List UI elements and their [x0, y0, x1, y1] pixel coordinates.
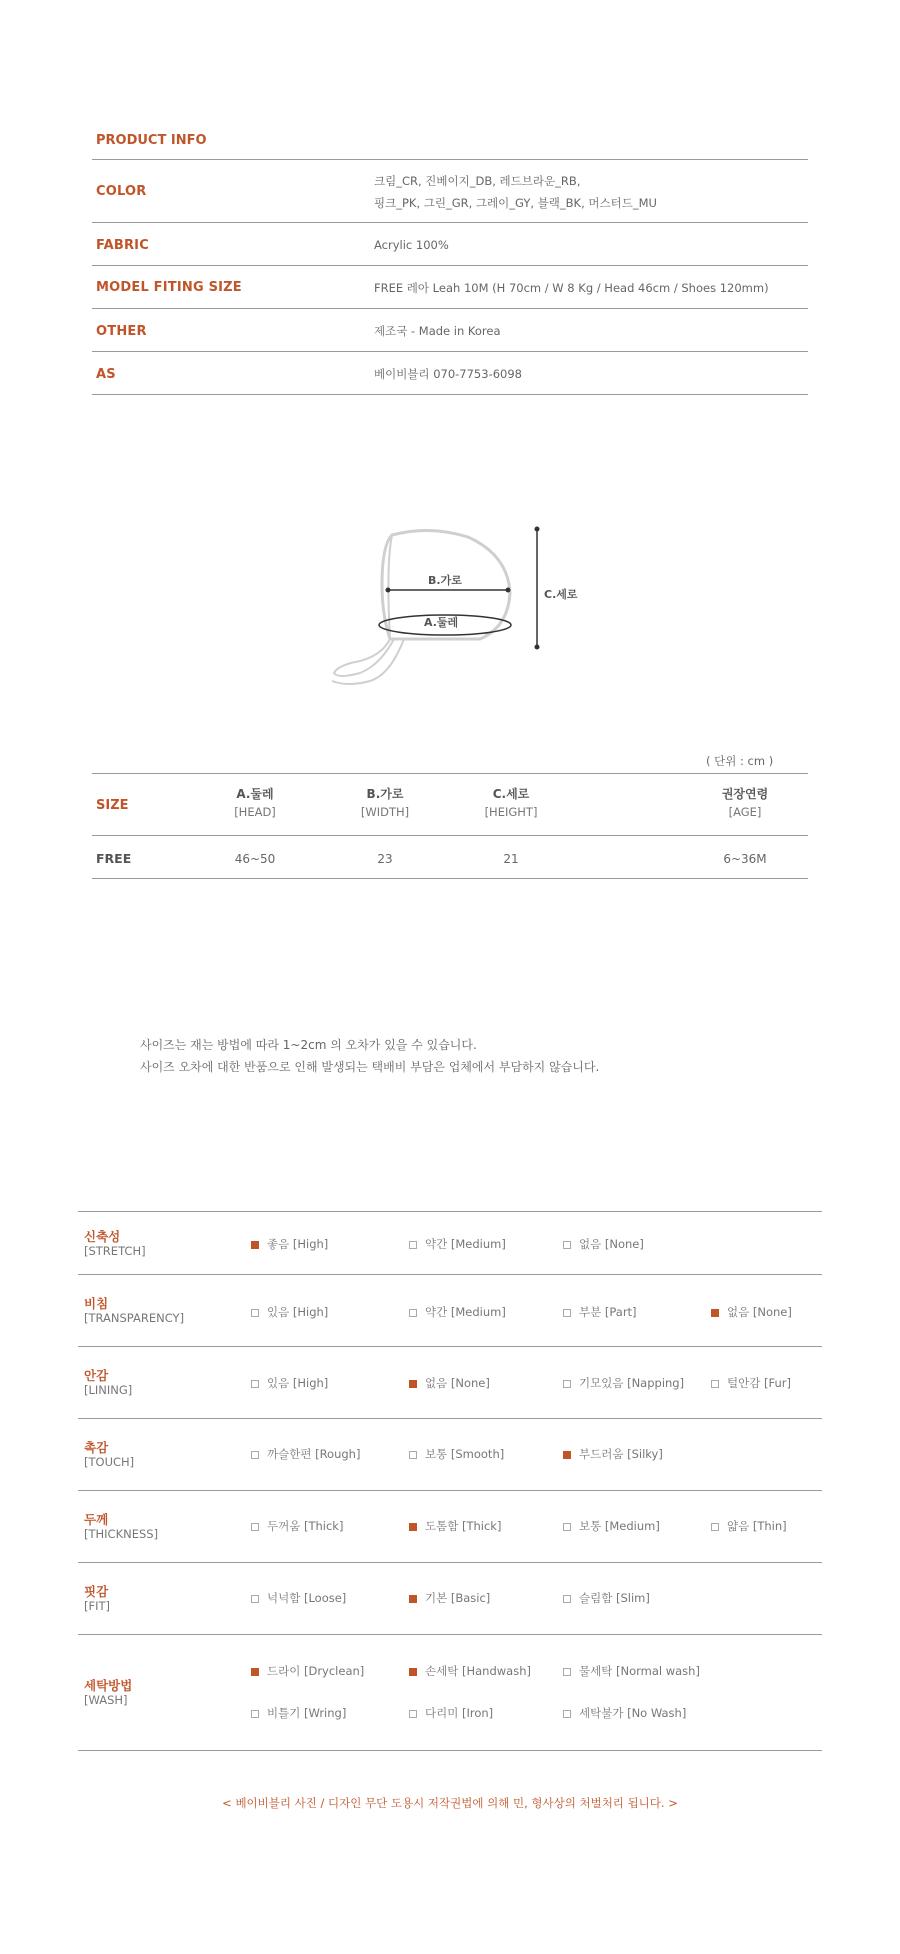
size-value-height: 21 — [503, 852, 519, 866]
divider — [92, 265, 808, 266]
option-transparency-none: 없음 [None] — [711, 1304, 792, 1320]
info-value: 크림_CR, 진베이지_DB, 레드브라운_RB, — [374, 174, 581, 188]
size-header-label: SIZE — [96, 798, 129, 813]
col-height — [456, 785, 566, 821]
info-label: OTHER — [96, 324, 147, 339]
col-head — [200, 785, 310, 821]
size-value-head: 46~50 — [234, 852, 276, 866]
attr-title: 핏감 — [84, 1584, 109, 1599]
attr-subtitle: [STRETCH] — [84, 1244, 146, 1258]
option-thickness-thin: 얇음 [Thin] — [711, 1518, 787, 1534]
option-transparency-part: 부분 [Part] — [563, 1304, 637, 1320]
option-stretch-medium: 약간 [Medium] — [409, 1236, 506, 1252]
divider — [92, 878, 808, 879]
size-value-age: 6~36M — [723, 852, 767, 866]
checkbox-unchecked — [711, 1523, 719, 1531]
copyright-notice: < 베이비블리 사진 / 디자인 무단 도용시 저작권법에 의해 민, 형사상의 처벌처리 됩니다. > — [222, 1796, 678, 1810]
option-fit-basic: 기본 [Basic] — [409, 1590, 490, 1606]
col-sub: [HEAD] — [234, 805, 276, 819]
info-value: 제조국 - Made in Korea — [374, 324, 501, 338]
option-thickness-slightly-thick: 도톰함 [Thick] — [409, 1518, 501, 1534]
checkbox-unchecked — [251, 1710, 259, 1718]
divider — [92, 351, 808, 352]
col-title: C.세로 — [492, 787, 530, 801]
unit-label: ( 단위 : cm ) — [706, 754, 774, 768]
divider — [78, 1274, 822, 1275]
attr-subtitle: [TOUCH] — [84, 1455, 135, 1469]
checkbox-checked — [251, 1241, 259, 1249]
option-lining-none: 없음 [None] — [409, 1375, 490, 1391]
attr-subtitle: [FIT] — [84, 1599, 111, 1613]
col-title: B.가로 — [366, 787, 404, 801]
hat-size-diagram — [320, 515, 600, 690]
option-wash-dryclean: 드라이 [Dryclean] — [251, 1663, 364, 1679]
attr-subtitle: [THICKNESS] — [84, 1527, 159, 1541]
checkbox-unchecked — [409, 1451, 417, 1459]
option-wash-no-wash: 세탁불가 [No Wash] — [563, 1705, 686, 1721]
checkbox-checked — [409, 1595, 417, 1603]
checkbox-checked — [409, 1523, 417, 1531]
checkbox-checked — [409, 1668, 417, 1676]
divider — [78, 1562, 822, 1563]
checkbox-unchecked — [563, 1380, 571, 1388]
checkbox-unchecked — [563, 1523, 571, 1531]
attr-title: 두께 — [84, 1512, 109, 1527]
info-label: MODEL FITING SIZE — [96, 280, 242, 295]
col-title: 권장연령 — [721, 787, 769, 801]
option-lining-high: 있음 [High] — [251, 1375, 328, 1391]
option-transparency-high: 있음 [High] — [251, 1304, 328, 1320]
height-label: C.세로 — [544, 588, 578, 601]
checkbox-unchecked — [409, 1241, 417, 1249]
size-note-1: 사이즈는 재는 방법에 따라 1~2cm 의 오차가 있을 수 있습니다. — [140, 1038, 477, 1052]
checkbox-unchecked — [563, 1241, 571, 1249]
divider — [78, 1346, 822, 1347]
checkbox-checked — [711, 1309, 719, 1317]
info-value: Acrylic 100% — [374, 238, 449, 252]
option-lining-napping: 기모있음 [Napping] — [563, 1375, 684, 1391]
option-fit-slim: 슬림함 [Slim] — [563, 1590, 650, 1606]
col-width — [330, 785, 440, 821]
divider — [92, 394, 808, 395]
option-stretch-high: 좋음 [High] — [251, 1236, 328, 1252]
attr-title: 신축성 — [84, 1229, 121, 1244]
divider — [92, 773, 808, 774]
checkbox-checked — [251, 1668, 259, 1676]
option-touch-rough: 까슬한편 [Rough] — [251, 1446, 360, 1462]
attr-subtitle: [WASH] — [84, 1693, 128, 1707]
option-touch-silky: 부드러움 [Silky] — [563, 1446, 663, 1462]
divider — [92, 835, 808, 836]
divider — [78, 1211, 822, 1212]
option-fit-loose: 넉넉함 [Loose] — [251, 1590, 346, 1606]
attr-title: 비침 — [84, 1296, 109, 1311]
col-sub: [HEIGHT] — [484, 805, 538, 819]
info-label: COLOR — [96, 184, 147, 199]
option-wash-wring: 비틀기 [Wring] — [251, 1705, 346, 1721]
size-name: FREE — [96, 851, 132, 866]
attr-subtitle: [LINING] — [84, 1383, 133, 1397]
option-thickness-thick: 두꺼움 [Thick] — [251, 1518, 343, 1534]
option-lining-fur: 털안감 [Fur] — [711, 1375, 791, 1391]
info-value: FREE 레아 Leah 10M (H 70cm / W 8 Kg / Head 46cm / Shoes 120mm) — [374, 281, 769, 295]
col-sub: [WIDTH] — [360, 805, 410, 819]
divider — [92, 159, 808, 160]
size-note-2: 사이즈 오차에 대한 반품으로 인해 발생되는 택배비 부담은 업체에서 부담하지 않습니다. — [140, 1060, 600, 1074]
checkbox-unchecked — [563, 1595, 571, 1603]
product-info-title: PRODUCT INFO — [96, 133, 207, 148]
option-transparency-medium: 약간 [Medium] — [409, 1304, 506, 1320]
divider — [92, 222, 808, 223]
attr-title: 안감 — [84, 1368, 109, 1383]
option-wash-normal: 물세탁 [Normal wash] — [563, 1663, 700, 1679]
checkbox-checked — [563, 1451, 571, 1459]
option-wash-handwash: 손세탁 [Handwash] — [409, 1663, 531, 1679]
width-label: B.가로 — [428, 574, 462, 587]
divider — [78, 1750, 822, 1751]
option-stretch-none: 없음 [None] — [563, 1236, 644, 1252]
checkbox-unchecked — [409, 1309, 417, 1317]
checkbox-unchecked — [563, 1309, 571, 1317]
checkbox-unchecked — [711, 1380, 719, 1388]
checkbox-unchecked — [251, 1309, 259, 1317]
checkbox-unchecked — [409, 1710, 417, 1718]
col-age — [690, 785, 800, 821]
checkbox-unchecked — [251, 1523, 259, 1531]
checkbox-unchecked — [563, 1668, 571, 1676]
col-title: A.둘레 — [236, 787, 274, 801]
info-value: 핑크_PK, 그린_GR, 그레이_GY, 블랙_BK, 머스터드_MU — [374, 196, 657, 210]
checkbox-unchecked — [251, 1380, 259, 1388]
round-label: A.둘레 — [424, 616, 459, 629]
option-touch-smooth: 보통 [Smooth] — [409, 1446, 504, 1462]
checkbox-unchecked — [563, 1710, 571, 1718]
hat-string — [332, 639, 404, 684]
col-sub: [AGE] — [728, 805, 762, 819]
hat-outline-inner — [388, 535, 392, 639]
attr-title: 촉감 — [84, 1440, 109, 1455]
option-thickness-medium: 보통 [Medium] — [563, 1518, 660, 1534]
attr-title: 세탁방법 — [84, 1678, 133, 1693]
info-value: 베이비블리 070-7753-6098 — [374, 367, 522, 381]
checkbox-unchecked — [251, 1595, 259, 1603]
checkbox-checked — [409, 1380, 417, 1388]
info-label: AS — [96, 367, 116, 382]
divider — [78, 1634, 822, 1635]
divider — [92, 308, 808, 309]
checkbox-unchecked — [251, 1451, 259, 1459]
size-value-width: 23 — [377, 852, 393, 866]
option-wash-iron: 다리미 [Iron] — [409, 1705, 493, 1721]
divider — [78, 1418, 822, 1419]
attr-subtitle: [TRANSPARENCY] — [84, 1311, 185, 1325]
info-label: FABRIC — [96, 238, 149, 253]
divider — [78, 1490, 822, 1491]
